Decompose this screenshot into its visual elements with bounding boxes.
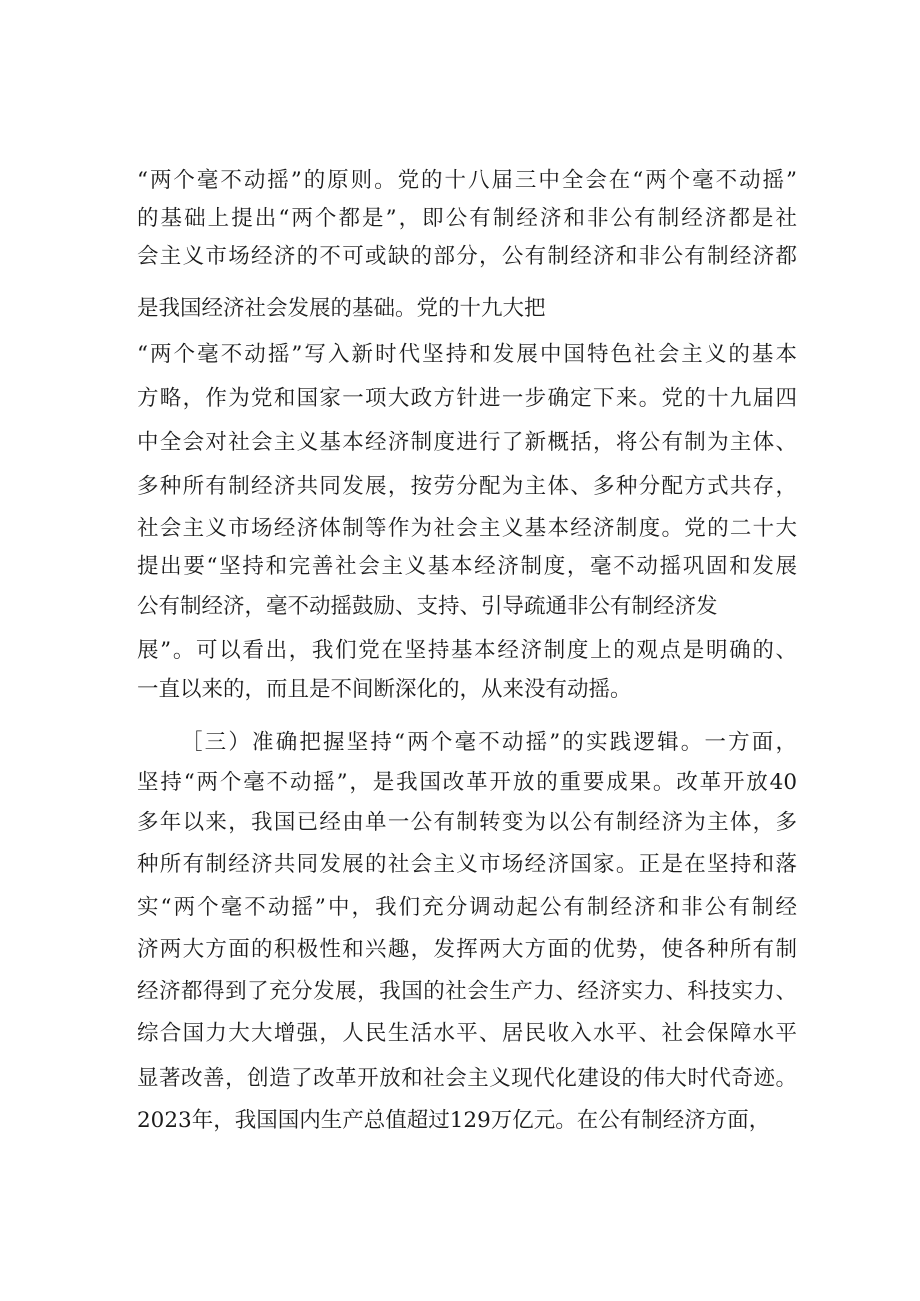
paragraph-1-line-3: 会主义市场经济的不可或缺的部分，公有制经济和非公有制经济都 [137, 244, 797, 269]
paragraph-2-line-8: 综合国力大大增强，人民生活水平、居民收入水平、社会保障水平 [137, 1021, 797, 1046]
paragraph-1-line-7: 中全会对社会主义基本经济制度进行了新概括，将公有制为主体、 [137, 430, 797, 455]
paragraph-1-line-11: 公有制经济，毫不动摇鼓励、支持、引导疏通非公有制经济发 [137, 594, 718, 619]
paragraph-2-line-10: 2023年，我国国内生产总值超过129万亿元。在公有制经济方面， [137, 1108, 771, 1133]
paragraph-1-line-5: “两个毫不动摇”写入新时代坚持和发展中国特色社会主义的基本 [137, 342, 797, 367]
paragraph-2-line-7: 经济都得到了充分发展，我国的社会生产力、经济实力、科技实力、 [137, 979, 797, 1004]
paragraph-2-line-9: 显著改善，创造了改革开放和社会主义现代化建设的伟大时代奇迹。 [137, 1066, 797, 1091]
paragraph-2-line-1: ［三）准确把握坚持“两个毫不动摇”的实践逻辑。一方面， [181, 730, 797, 755]
paragraph-2-line-6: 济两大方面的积极性和兴趣，发挥两大方面的优势，使各种所有制 [137, 937, 797, 962]
paragraph-2-line-4: 种所有制经济共同发展的社会主义市场经济国家。正是在坚持和落 [137, 852, 797, 877]
paragraph-1-line-1: “两个毫不动摇”的原则。党的十八届三中全会在“两个毫不动摇” [137, 168, 797, 193]
paragraph-1-line-6: 方略，作为党和国家一项大政方针进一步确定下来。党的十九届四 [137, 386, 797, 411]
paragraph-2-line-5: 实“两个毫不动摇”中，我们充分调动起公有制经济和非公有制经 [137, 895, 797, 920]
paragraph-2-line-2: 坚持“两个毫不动摇”，是我国改革开放的重要成果。改革开放40 [137, 770, 797, 795]
paragraph-1-line-2: 的基础上提出“两个都是”，即公有制经济和非公有制经济都是社 [137, 206, 797, 231]
paragraph-1-line-12: 展”。可以看出，我们党在坚持基本经济制度上的观点是明确的、 [137, 638, 797, 663]
paragraph-1-line-13: 一直以来的，而且是不间断深化的，从来没有动摇。 [137, 677, 632, 702]
paragraph-2-line-3: 多年以来，我国已经由单一公有制转变为以公有制经济为主体，多 [137, 810, 797, 835]
paragraph-1-line-4: 是我国经济社会发展的基础。党的十九大把 [137, 296, 546, 321]
paragraph-1-line-8: 多种所有制经济共同发展，按劳分配为主体、多种分配方式共存， [137, 474, 797, 499]
paragraph-1-line-9: 社会主义市场经济体制等作为社会主义基本经济制度。党的二十大 [137, 516, 797, 541]
paragraph-1-line-10: 提出要“坚持和完善社会主义基本经济制度，毫不动摇巩固和发展 [137, 554, 797, 579]
